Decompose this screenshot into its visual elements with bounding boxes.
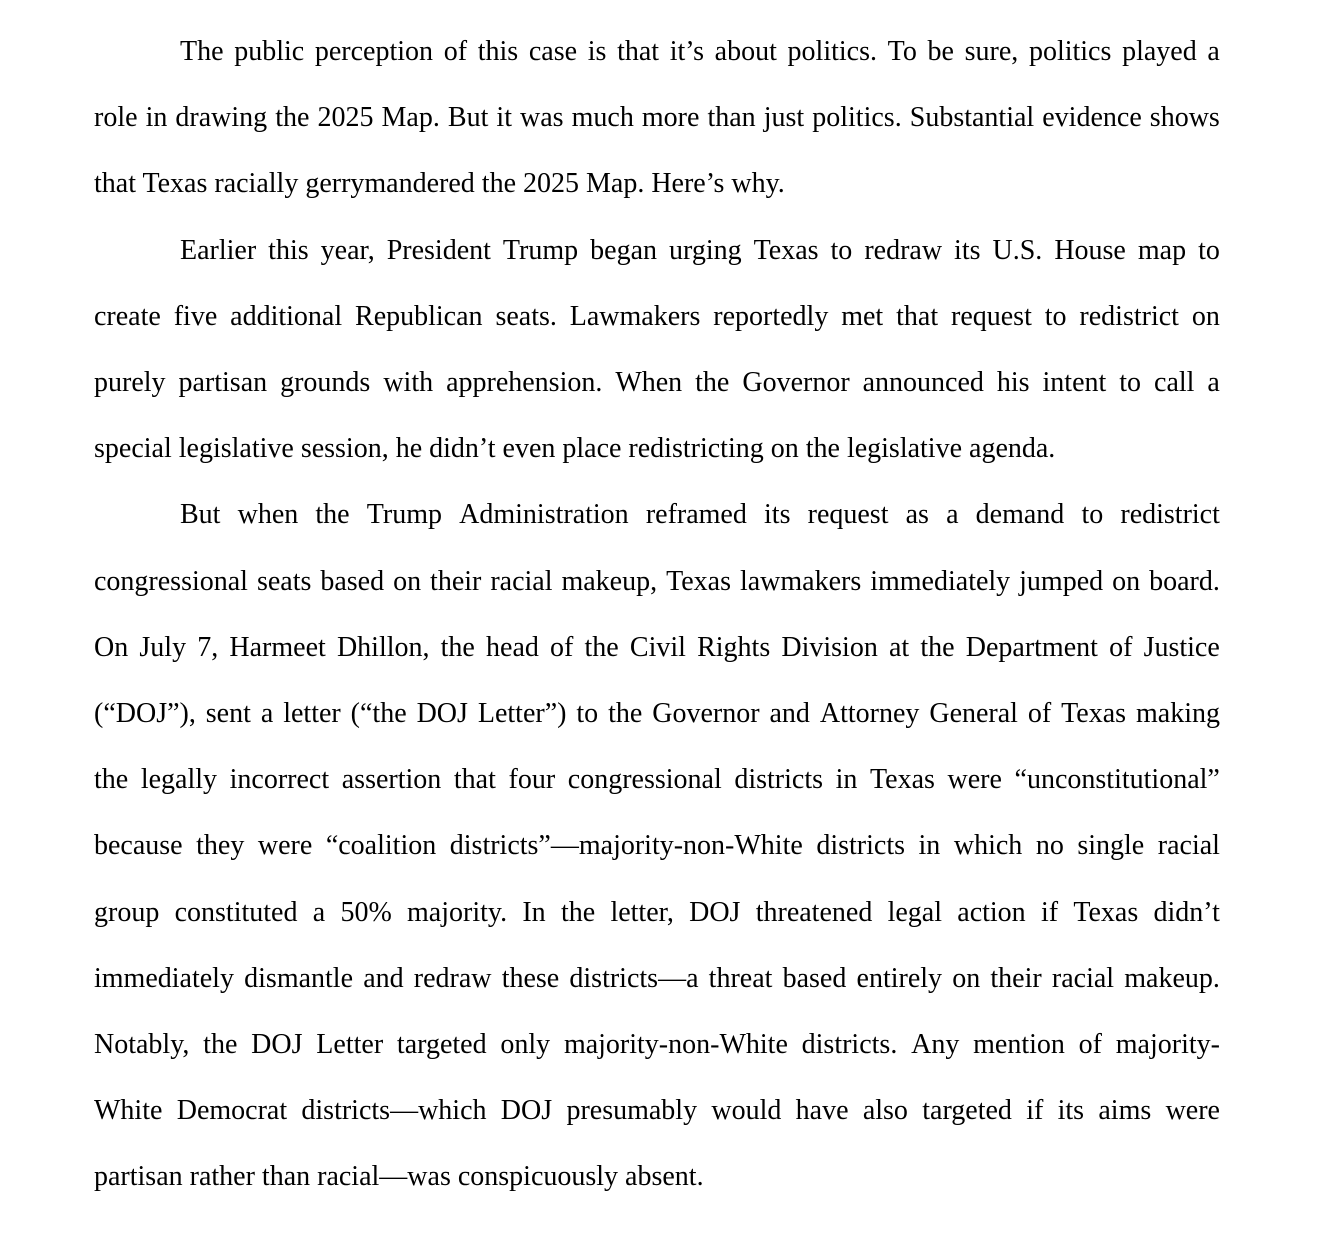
text-line: the legally incorrect assertion that four congressional districts in Texas were “unconstitutional” [94, 764, 1220, 796]
document-body [94, 19, 1220, 1211]
text-line: group constituted a 50% majority. In the letter, DOJ threatened legal action if Texas didn’t [94, 896, 1220, 928]
text-line: role in drawing the 2025 Map. But it was much more than just politics. Substantial evidence shows [94, 102, 1220, 134]
paragraph [94, 218, 1220, 483]
text-line: that Texas racially gerrymandered the 2025 Map. Here’s why. [94, 168, 785, 200]
text-line: congressional seats based on their racial makeup, Texas lawmakers immediately jumped on board. [94, 565, 1220, 597]
text-line: The public perception of this case is that it’s about politics. To be sure, politics played a [180, 36, 1220, 67]
text-line: White Democrat districts—which DOJ presumably would have also targeted if its aims were [94, 1095, 1220, 1127]
paragraph [94, 19, 1220, 218]
text-line: purely partisan grounds with apprehension. When the Governor announced his intent to call a [94, 367, 1220, 399]
text-line: partisan rather than racial—was conspicuously absent. [94, 1161, 704, 1193]
text-line: create five additional Republican seats. Lawmakers reportedly met that request to redistrict on [94, 300, 1220, 332]
text-line: But when the Trump Administration reframed its request as a demand to redistrict [180, 499, 1220, 531]
text-line: On July 7, Harmeet Dhillon, the head of the Civil Rights Division at the Department of Justice [94, 631, 1220, 663]
text-line: immediately dismantle and redraw these districts—a threat based entirely on their racial makeup. [94, 962, 1220, 994]
text-line: special legislative session, he didn’t even place redistricting on the legislative agenda. [94, 433, 1056, 465]
text-line: Notably, the DOJ Letter targeted only majority-non-White districts. Any mention of majority- [94, 1029, 1220, 1061]
text-line: Earlier this year, President Trump began urging Texas to redraw its U.S. House map to [180, 234, 1220, 266]
text-line: (“DOJ”), sent a letter (“the DOJ Letter”) to the Governor and Attorney General of Texas making [94, 698, 1220, 730]
text-line: because they were “coalition districts”—majority-non-White districts in which no single racial [94, 830, 1220, 862]
paragraph [94, 482, 1220, 1210]
